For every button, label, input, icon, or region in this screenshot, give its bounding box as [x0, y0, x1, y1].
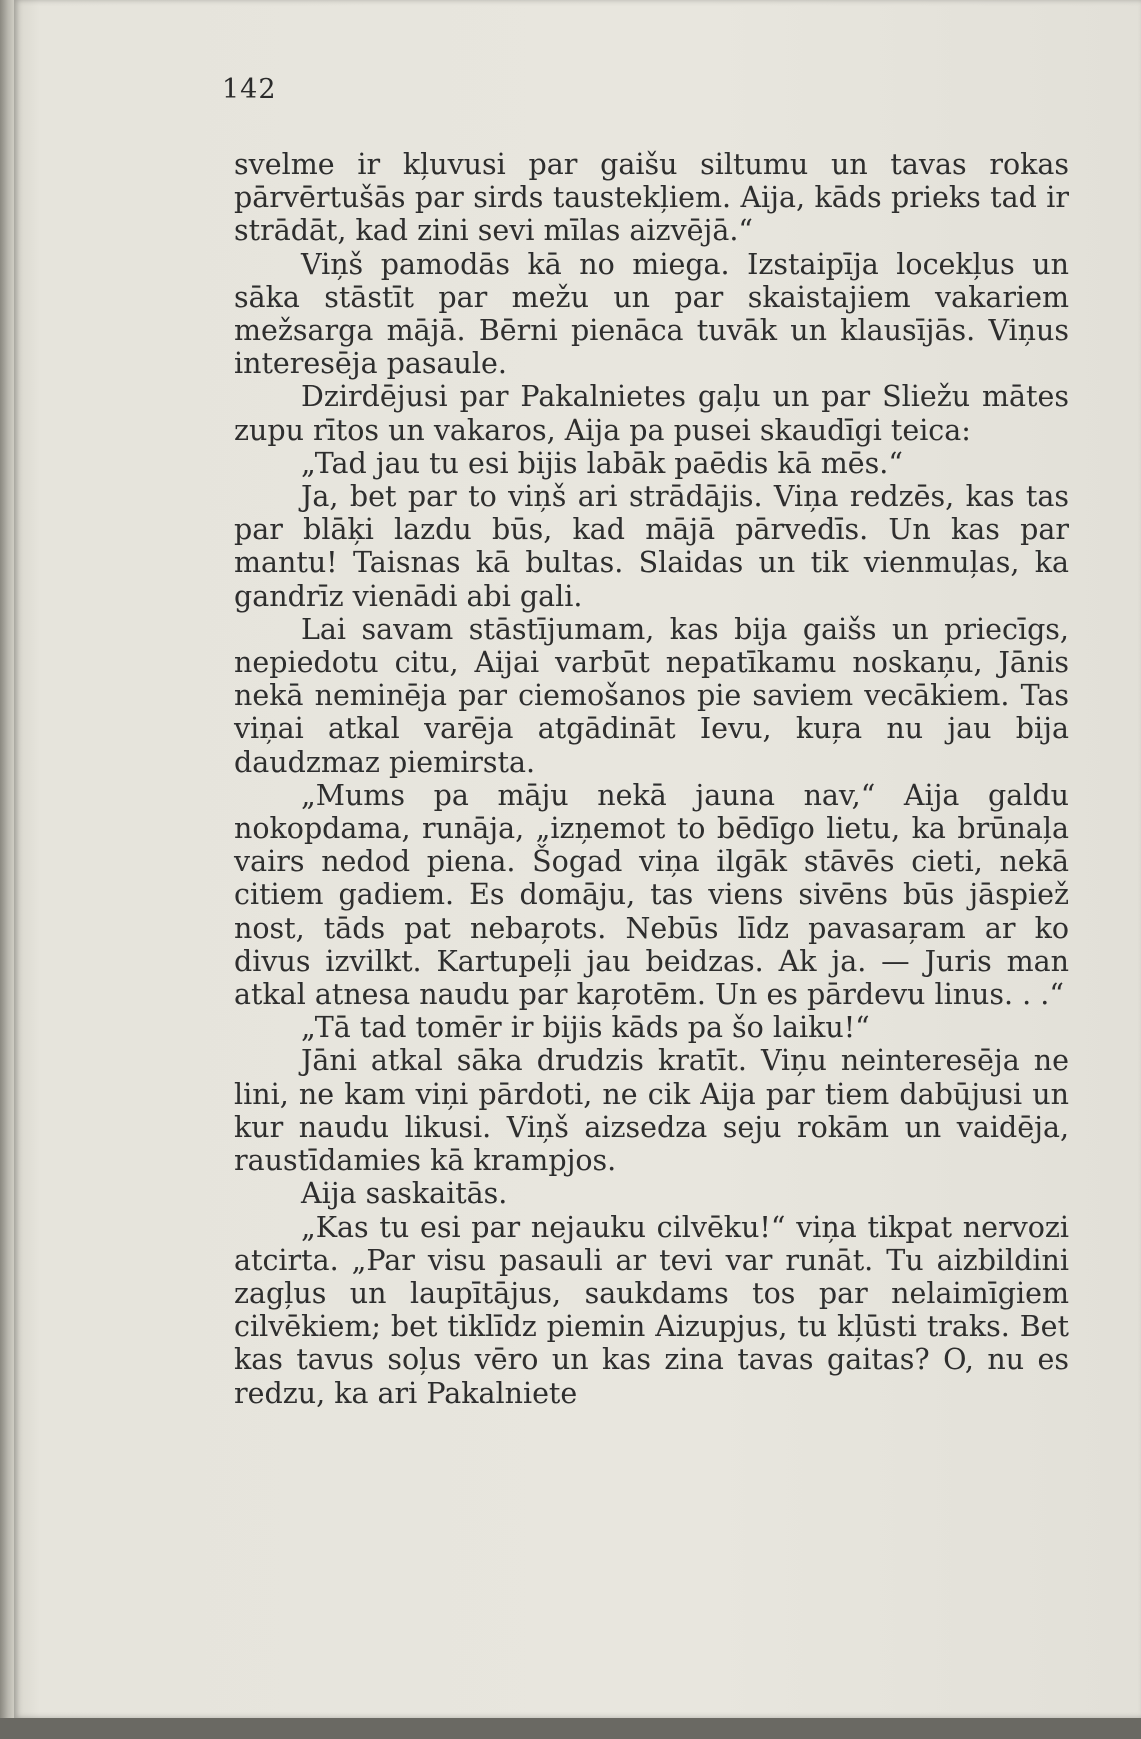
- page-bottom-edge: [0, 1718, 1141, 1739]
- paragraph: Ja, bet par to viņš ari strādājis. Viņa redzēs, kas tas par blāķi lazdu būs, kad mājā pārvedīs. Un kas par mantu! Taisnas kā bultas. Slaidas un tik vienmuļas, ka gandrīz vienādi abi gali.: [234, 480, 1069, 613]
- paragraph: Lai savam stāstījumam, kas bija gaišs un priecīgs, nepiedotu citu, Aijai varbūt nepatīkamu noskaņu, Jānis nekā neminēja par ciemošanos pie saviem vecākiem. Tas viņai atkal varēja atgādināt Ievu, kuŗa nu jau bija daudzmaz piemirsta.: [234, 612, 1069, 779]
- paragraph: Viņš pamodās kā no miega. Izstaipīja locekļus un sāka stāstīt par mežu un par skaistajiem vakariem mežsarga mājā. Bērni pienāca tuvāk un klausījās. Viņus interesēja pasaule.: [234, 247, 1069, 381]
- paragraph: „Mums pa māju nekā jauna nav,“ Aija galdu nokopdama, runāja, „izņemot to bēdīgo lietu, ka brūnaļa vairs nedod piena. Šogad viņa ilgāk stāvēs cieti, nekā citiem gadiem. Es domāju, tas viens sivēns būs jāspiež nost, tāds pat nebaŗots. Nebūs līdz pavasaŗam ar ko divus izvilkt. Kartupeļi jau beidzas. Ak ja. — Juris man atkal atnesa naudu par kaŗotēm. Un es pārdevu linus. . .“: [234, 778, 1069, 1012]
- paragraph: Jāni atkal sāka drudzis kratīt. Viņu neinteresēja ne lini, ne kam viņi pārdoti, ne cik Aija par tiem dabūjusi un kur naudu likusi. Viņš aizsedza seju rokām un vaidēja, raustīdamies kā krampjos.: [234, 1044, 1069, 1178]
- paragraph: Dzirdējusi par Pakalnietes gaļu un par Sliežu mātes zupu rītos un vakaros, Aija pa pusei skaudīgi teica:: [234, 380, 1069, 447]
- paragraph: „Tā tad tomēr ir bijis kāds pa šo laiku!“: [301, 1011, 870, 1045]
- page-number: 142: [222, 74, 277, 105]
- paragraph: „Kas tu esi par nejauku cilvēku!“ viņa tikpat nervozi atcirta. „Par visu pasauli ar tevi var runāt. Tu aizbildini zagļus un laupītājus, saukdams tos par nelaimīgiem cilvēkiem; bet tiklīdz piemin Aizupjus, tu kļūsti traks. Bet kas tavus soļus vēro un kas zina tavas gaitas? O, nu es redzu, ka ari Pakalniete: [234, 1210, 1069, 1410]
- paragraph: Aija saskaitās.: [301, 1177, 508, 1211]
- paragraph: svelme ir kļuvusi par gaišu siltumu un tavas rokas pārvērtušās par sirds taustekļiem. Aija, kāds prieks tad ir strādāt, kad zini sevi mīlas aizvējā.“: [234, 148, 1069, 248]
- paragraph: „Tad jau tu esi bijis labāk paēdis kā mēs.“: [301, 446, 903, 480]
- book-binding-edge: [0, 0, 14, 1718]
- page-body-text: [234, 148, 1069, 1410]
